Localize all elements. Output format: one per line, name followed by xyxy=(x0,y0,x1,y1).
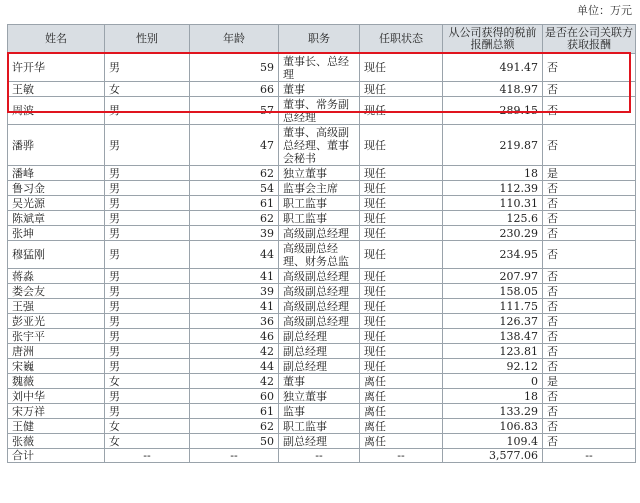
cell-pay: 123.81 xyxy=(443,344,543,359)
table-row xyxy=(8,299,636,314)
cell-age: 47 xyxy=(190,125,279,166)
cell-pay: 111.75 xyxy=(443,299,543,314)
cell-age: 39 xyxy=(190,284,279,299)
cell-related: 否 xyxy=(543,314,636,329)
cell-status: 现任 xyxy=(360,269,443,284)
cell-related: 否 xyxy=(543,404,636,419)
cell-pay: 18 xyxy=(443,389,543,404)
cell-name: 宋巍 xyxy=(8,359,105,374)
header-related: 是否在公司关联方获取报酬 xyxy=(543,25,636,54)
table-row xyxy=(8,314,636,329)
header-name: 姓名 xyxy=(8,25,105,54)
cell-age: 61 xyxy=(190,196,279,211)
cell-status: 现任 xyxy=(360,211,443,226)
cell-age: 54 xyxy=(190,181,279,196)
cell-status: 离任 xyxy=(360,374,443,389)
cell-position: 董事、常务副总经理 xyxy=(279,97,360,125)
cell-pay: 230.29 xyxy=(443,226,543,241)
cell-gender: 女 xyxy=(105,374,190,389)
cell-name: 张坤 xyxy=(8,226,105,241)
cell-status: 现任 xyxy=(360,284,443,299)
total-gender: -- xyxy=(105,449,190,463)
table-row xyxy=(8,166,636,181)
cell-age: 66 xyxy=(190,82,279,97)
table-row xyxy=(8,226,636,241)
cell-pay: 106.83 xyxy=(443,419,543,434)
cell-pay: 491.47 xyxy=(443,54,543,82)
cell-gender: 男 xyxy=(105,269,190,284)
cell-gender: 男 xyxy=(105,359,190,374)
table-header-row xyxy=(8,25,636,54)
cell-gender: 男 xyxy=(105,226,190,241)
cell-position: 监事 xyxy=(279,404,360,419)
cell-position: 职工监事 xyxy=(279,419,360,434)
cell-gender: 男 xyxy=(105,54,190,82)
cell-status: 现任 xyxy=(360,299,443,314)
table-row xyxy=(8,241,636,269)
cell-age: 42 xyxy=(190,374,279,389)
cell-pay: 109.4 xyxy=(443,434,543,449)
table-row xyxy=(8,269,636,284)
cell-gender: 女 xyxy=(105,434,190,449)
cell-age: 44 xyxy=(190,241,279,269)
total-row xyxy=(8,449,636,463)
cell-status: 现任 xyxy=(360,181,443,196)
cell-related: 否 xyxy=(543,196,636,211)
cell-related: 是 xyxy=(543,374,636,389)
table-row xyxy=(8,196,636,211)
cell-related: 否 xyxy=(543,226,636,241)
cell-gender: 男 xyxy=(105,329,190,344)
cell-status: 离任 xyxy=(360,404,443,419)
cell-pay: 133.29 xyxy=(443,404,543,419)
cell-pay: 126.37 xyxy=(443,314,543,329)
cell-gender: 男 xyxy=(105,404,190,419)
cell-position: 高级副总经理 xyxy=(279,284,360,299)
cell-related: 否 xyxy=(543,211,636,226)
cell-pay: 110.31 xyxy=(443,196,543,211)
cell-name: 王敏 xyxy=(8,82,105,97)
table-row xyxy=(8,211,636,226)
cell-related: 否 xyxy=(543,434,636,449)
table-row xyxy=(8,82,636,97)
cell-status: 离任 xyxy=(360,389,443,404)
cell-pay: 219.87 xyxy=(443,125,543,166)
cell-name: 张宇平 xyxy=(8,329,105,344)
cell-position: 独立董事 xyxy=(279,389,360,404)
cell-name: 吴光源 xyxy=(8,196,105,211)
cell-related: 否 xyxy=(543,54,636,82)
cell-name: 王强 xyxy=(8,299,105,314)
cell-gender: 男 xyxy=(105,181,190,196)
table-row xyxy=(8,389,636,404)
cell-position: 副总经理 xyxy=(279,344,360,359)
cell-status: 现任 xyxy=(360,196,443,211)
total-label: 合计 xyxy=(8,449,105,463)
cell-name: 蒋淼 xyxy=(8,269,105,284)
cell-status: 现任 xyxy=(360,314,443,329)
cell-related: 否 xyxy=(543,329,636,344)
cell-gender: 女 xyxy=(105,82,190,97)
cell-name: 魏薇 xyxy=(8,374,105,389)
cell-pay: 112.39 xyxy=(443,181,543,196)
cell-status: 离任 xyxy=(360,419,443,434)
cell-position: 高级副总经理 xyxy=(279,226,360,241)
cell-position: 高级副总经理、财务总监 xyxy=(279,241,360,269)
cell-position: 职工监事 xyxy=(279,196,360,211)
cell-pay: 18 xyxy=(443,166,543,181)
cell-gender: 男 xyxy=(105,314,190,329)
cell-age: 59 xyxy=(190,54,279,82)
cell-name: 潘峰 xyxy=(8,166,105,181)
cell-gender: 男 xyxy=(105,389,190,404)
cell-position: 董事、高级副总经理、董事会秘书 xyxy=(279,125,360,166)
cell-age: 41 xyxy=(190,269,279,284)
cell-age: 42 xyxy=(190,344,279,359)
cell-name: 鲁习金 xyxy=(8,181,105,196)
cell-status: 现任 xyxy=(360,82,443,97)
compensation-table xyxy=(7,24,636,463)
cell-age: 60 xyxy=(190,389,279,404)
cell-pay: 418.97 xyxy=(443,82,543,97)
table-row xyxy=(8,181,636,196)
cell-gender: 男 xyxy=(105,125,190,166)
cell-status: 现任 xyxy=(360,54,443,82)
cell-age: 36 xyxy=(190,314,279,329)
cell-position: 高级副总经理 xyxy=(279,269,360,284)
cell-pay: 0 xyxy=(443,374,543,389)
table-row xyxy=(8,97,636,125)
cell-status: 离任 xyxy=(360,434,443,449)
cell-related: 否 xyxy=(543,82,636,97)
table-row xyxy=(8,54,636,82)
cell-status: 现任 xyxy=(360,125,443,166)
cell-name: 唐洲 xyxy=(8,344,105,359)
cell-name: 娄会友 xyxy=(8,284,105,299)
cell-name: 张薇 xyxy=(8,434,105,449)
cell-name: 穆猛刚 xyxy=(8,241,105,269)
cell-related: 否 xyxy=(543,97,636,125)
cell-age: 44 xyxy=(190,359,279,374)
table-row xyxy=(8,404,636,419)
table-row xyxy=(8,125,636,166)
cell-name: 宋万祥 xyxy=(8,404,105,419)
total-position: -- xyxy=(279,449,360,463)
header-gender: 性别 xyxy=(105,25,190,54)
cell-age: 62 xyxy=(190,166,279,181)
cell-gender: 男 xyxy=(105,97,190,125)
cell-status: 现任 xyxy=(360,97,443,125)
header-age: 年龄 xyxy=(190,25,279,54)
cell-status: 现任 xyxy=(360,359,443,374)
cell-position: 副总经理 xyxy=(279,359,360,374)
cell-position: 董事 xyxy=(279,82,360,97)
cell-position: 副总经理 xyxy=(279,434,360,449)
cell-age: 46 xyxy=(190,329,279,344)
cell-name: 陈斌章 xyxy=(8,211,105,226)
cell-age: 61 xyxy=(190,404,279,419)
cell-pay: 92.12 xyxy=(443,359,543,374)
cell-age: 62 xyxy=(190,419,279,434)
cell-gender: 女 xyxy=(105,419,190,434)
cell-status: 现任 xyxy=(360,226,443,241)
cell-status: 现任 xyxy=(360,166,443,181)
table-row xyxy=(8,434,636,449)
cell-gender: 男 xyxy=(105,166,190,181)
cell-name: 许开华 xyxy=(8,54,105,82)
cell-related: 否 xyxy=(543,269,636,284)
cell-position: 副总经理 xyxy=(279,329,360,344)
cell-status: 现任 xyxy=(360,344,443,359)
cell-pay: 125.6 xyxy=(443,211,543,226)
cell-gender: 男 xyxy=(105,196,190,211)
total-age: -- xyxy=(190,449,279,463)
cell-related: 否 xyxy=(543,344,636,359)
cell-related: 否 xyxy=(543,284,636,299)
unit-label: 单位：万元 xyxy=(577,4,632,17)
table-row xyxy=(8,374,636,389)
cell-name: 彭亚光 xyxy=(8,314,105,329)
total-pay: 3,577.06 xyxy=(443,449,543,463)
total-related: -- xyxy=(543,449,636,463)
cell-related: 否 xyxy=(543,125,636,166)
cell-gender: 男 xyxy=(105,284,190,299)
cell-pay: 234.95 xyxy=(443,241,543,269)
cell-pay: 158.05 xyxy=(443,284,543,299)
cell-related: 否 xyxy=(543,241,636,269)
cell-position: 董事长、总经理 xyxy=(279,54,360,82)
table-row xyxy=(8,419,636,434)
header-status: 任职状态 xyxy=(360,25,443,54)
cell-pay: 289.15 xyxy=(443,97,543,125)
table-row xyxy=(8,284,636,299)
total-status: -- xyxy=(360,449,443,463)
cell-age: 41 xyxy=(190,299,279,314)
cell-gender: 男 xyxy=(105,211,190,226)
cell-name: 王健 xyxy=(8,419,105,434)
cell-related: 否 xyxy=(543,359,636,374)
table-row xyxy=(8,344,636,359)
cell-position: 独立董事 xyxy=(279,166,360,181)
table-row xyxy=(8,329,636,344)
cell-age: 57 xyxy=(190,97,279,125)
cell-related: 否 xyxy=(543,389,636,404)
cell-related: 是 xyxy=(543,166,636,181)
cell-name: 潘骅 xyxy=(8,125,105,166)
cell-age: 62 xyxy=(190,211,279,226)
cell-gender: 男 xyxy=(105,344,190,359)
table-row xyxy=(8,359,636,374)
cell-gender: 男 xyxy=(105,299,190,314)
cell-related: 否 xyxy=(543,299,636,314)
cell-pay: 207.97 xyxy=(443,269,543,284)
cell-name: 周波 xyxy=(8,97,105,125)
header-position: 职务 xyxy=(279,25,360,54)
cell-position: 监事会主席 xyxy=(279,181,360,196)
cell-age: 39 xyxy=(190,226,279,241)
cell-position: 董事 xyxy=(279,374,360,389)
cell-position: 职工监事 xyxy=(279,211,360,226)
cell-age: 50 xyxy=(190,434,279,449)
cell-position: 高级副总经理 xyxy=(279,314,360,329)
cell-related: 否 xyxy=(543,181,636,196)
cell-related: 否 xyxy=(543,419,636,434)
header-pay: 从公司获得的税前报酬总额 xyxy=(443,25,543,54)
cell-pay: 138.47 xyxy=(443,329,543,344)
cell-name: 刘中华 xyxy=(8,389,105,404)
cell-gender: 男 xyxy=(105,241,190,269)
cell-status: 现任 xyxy=(360,241,443,269)
cell-status: 现任 xyxy=(360,329,443,344)
cell-position: 高级副总经理 xyxy=(279,299,360,314)
